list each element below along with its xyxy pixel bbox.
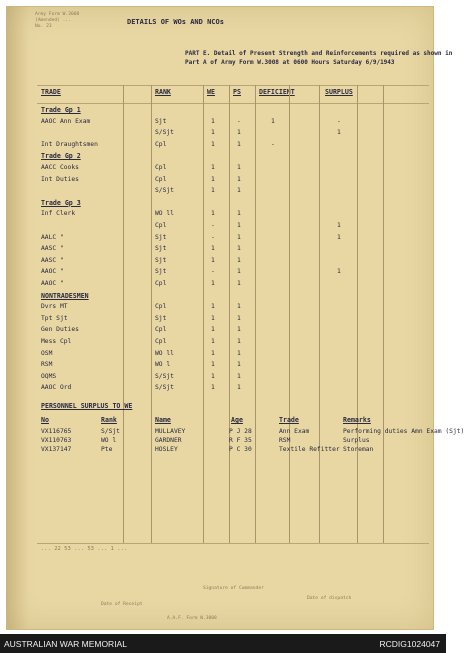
grid-line: [255, 85, 256, 543]
row-we-cell: 1: [211, 117, 215, 125]
row-rank-cell: Cpl: [155, 164, 167, 171]
row-we-cell: 1: [211, 280, 215, 287]
row-rank-cell: S/Sjt: [155, 372, 174, 380]
row-ps-cell: 1: [237, 233, 241, 241]
surplus-name-cell: HOSLEY: [155, 446, 178, 453]
archive-footer: [0, 634, 446, 653]
row-trade-cell: OQMS: [41, 372, 57, 380]
row-we-cell: 1: [211, 349, 215, 357]
surplus-age-cell: P J 28: [229, 428, 252, 435]
row-trade-cell: Gen Duties: [41, 326, 79, 334]
row-we-cell: 1: [211, 384, 215, 392]
row-rank-cell: S/Sjt: [155, 129, 174, 137]
col-rank: RANK: [155, 88, 171, 96]
row-ps-cell: 1: [237, 361, 241, 369]
surplus-name-cell: MULLAVEY: [155, 428, 186, 435]
surplus-name-cell: GARDNER: [155, 437, 182, 444]
row-we-cell: 1: [211, 372, 215, 380]
grid-line: [151, 85, 152, 543]
surplus-rank-cell: WO l: [101, 437, 117, 444]
row-we-cell: 1: [211, 338, 215, 345]
row-we-cell: 1: [211, 164, 215, 171]
surplus-section-title: PERSONNEL SURPLUS TO WE: [41, 402, 133, 410]
row-we-cell: 1: [211, 314, 215, 322]
page-shadow: [7, 7, 29, 629]
row-we-cell: 1: [211, 175, 215, 183]
row-trade-cell: OSM: [41, 349, 53, 357]
part-title: PART E. Detail of Present Strength and Reinforcements required as shown in: [185, 50, 453, 57]
row-rank-cell: WO l: [155, 361, 171, 369]
document-page: [6, 6, 464, 630]
row-we-cell: -: [211, 233, 215, 241]
surplus-remarks-cell: Performing duties Amn Exam (Sjt): [343, 428, 464, 435]
surplus-col-no: No: [41, 416, 49, 424]
row-trade-cell: AAOC ": [41, 268, 64, 276]
row-ps-cell: 1: [237, 175, 241, 183]
surplus-col-name: Name: [155, 416, 171, 424]
row-rank-cell: Cpl: [155, 280, 167, 287]
row-rank-cell: Sjt: [155, 268, 167, 276]
row-trade-cell: Inf Clerk: [41, 210, 76, 218]
grid-line: [229, 85, 230, 543]
row-trade-cell: AASC ": [41, 245, 64, 253]
surplus-no-cell: VX110763: [41, 437, 72, 444]
surplus-col-age: Age: [231, 416, 243, 424]
col-deficient: DEFICIENT: [259, 88, 295, 96]
form-note-line-3: No. 23: [35, 24, 52, 29]
row-trade-cell: Dvrs MT: [41, 303, 68, 311]
row-ps-cell: 1: [237, 140, 241, 148]
row-trade-cell: AAOC Ord: [41, 384, 72, 392]
row-trade-cell: Tpt Sjt: [41, 314, 68, 322]
row-trade-cell: AASC ": [41, 256, 64, 264]
row-trade-cell: AALC ": [41, 233, 64, 241]
row-rank-cell: Cpl: [155, 175, 167, 183]
row-rank-cell: Sjt: [155, 233, 167, 241]
row-ps-cell: 1: [237, 222, 241, 229]
surplus-rank-cell: Pte: [101, 446, 113, 453]
row-trade-cell: Mess Cpl: [41, 338, 72, 345]
surplus-age-cell: P C 30: [229, 446, 252, 453]
totals-row: ... 22 53 ... 53 ... 1 ...: [41, 546, 128, 552]
surplus-remarks-cell: Storeman: [343, 446, 374, 453]
grid-line: [383, 85, 384, 543]
page-title: DETAILS OF WOs AND NCOs: [127, 18, 224, 26]
row-trade-cell: Trade Gp 2: [41, 152, 81, 161]
surplus-rank-cell: S/Sjt: [101, 428, 120, 435]
row-ps-cell: 1: [237, 187, 241, 195]
row-trade-cell: AAOC ": [41, 280, 64, 287]
row-we-cell: 1: [211, 210, 215, 218]
totals-rule: [37, 543, 429, 544]
row-ps-cell: 1: [237, 129, 241, 137]
surplus-no-cell: VX116765: [41, 428, 72, 435]
row-we-cell: 1: [211, 326, 215, 334]
col-we: WE: [207, 88, 215, 96]
row-rank-cell: Cpl: [155, 222, 167, 229]
row-sur-cell: -: [337, 117, 341, 125]
part-subtitle: Part A of Army Form W.3008 at 0600 Hours Saturday 6/9/1943: [185, 59, 395, 66]
header-rule-top: [37, 85, 429, 86]
row-rank-cell: Sjt: [155, 256, 167, 264]
surplus-trade-cell: RSM: [279, 437, 291, 444]
row-trade-cell: RSM: [41, 361, 53, 369]
row-rank-cell: Cpl: [155, 338, 167, 345]
signature-label: Signature of Commander: [203, 586, 264, 591]
row-rank-cell: Cpl: [155, 303, 167, 311]
archive-id: RCDIG1024047: [379, 639, 440, 649]
form-note-line-1: Army Form W.3008: [35, 12, 80, 17]
surplus-no-cell: VX137147: [41, 446, 72, 453]
surplus-trade-cell: Ann Exam: [279, 428, 310, 435]
grid-line: [357, 85, 358, 543]
row-ps-cell: 1: [237, 268, 241, 276]
dispatch-label: Date of dispatch: [307, 596, 352, 601]
surplus-col-rank: Rank: [101, 416, 117, 424]
row-ps-cell: 1: [237, 314, 241, 322]
row-we-cell: 1: [211, 245, 215, 253]
row-ps-cell: 1: [237, 326, 241, 334]
row-trade-cell: Int Draughtsmen: [41, 140, 98, 148]
row-sur-cell: 1: [337, 222, 341, 229]
row-we-cell: -: [211, 268, 215, 276]
row-ps-cell: 1: [237, 384, 241, 392]
row-trade-cell: AAOC Ann Exam: [41, 117, 91, 125]
row-sur-cell: 1: [337, 129, 341, 137]
form-footer: A.A.F. Form W.3008: [167, 616, 217, 621]
row-ps-cell: 1: [237, 210, 241, 218]
row-ps-cell: 1: [237, 256, 241, 264]
surplus-remarks-cell: Surplus: [343, 437, 370, 444]
row-ps-cell: 1: [237, 303, 241, 311]
row-ps-cell: 1: [237, 372, 241, 380]
row-def-cell: -: [271, 140, 275, 148]
row-ps-cell: 1: [237, 164, 241, 171]
grid-line: [319, 85, 320, 543]
row-rank-cell: WO ll: [155, 210, 174, 218]
row-trade-cell: Trade Gp 1: [41, 106, 81, 114]
grid-line: [289, 85, 290, 543]
receipt-label: Date of Receipt: [101, 602, 143, 607]
col-ps: PS: [233, 88, 241, 96]
surplus-trade-cell: Textile Refitter: [279, 446, 340, 453]
row-we-cell: 1: [211, 361, 215, 369]
row-rank-cell: WO ll: [155, 349, 174, 357]
row-rank-cell: Cpl: [155, 326, 167, 334]
row-we-cell: 1: [211, 256, 215, 264]
surplus-age-cell: R F 35: [229, 437, 252, 444]
surplus-col-remarks: Remarks: [343, 416, 371, 424]
row-rank-cell: S/Sjt: [155, 187, 174, 195]
row-sur-cell: 1: [337, 268, 341, 276]
row-we-cell: 1: [211, 303, 215, 311]
row-ps-cell: 1: [237, 338, 241, 345]
row-rank-cell: Sjt: [155, 117, 167, 125]
row-rank-cell: Cpl: [155, 140, 167, 148]
row-trade-cell: Trade Gp 3: [41, 198, 81, 207]
row-we-cell: -: [211, 222, 215, 229]
row-ps-cell: -: [237, 117, 241, 125]
row-we-cell: 1: [211, 187, 215, 195]
row-we-cell: 1: [211, 129, 215, 137]
col-trade: TRADE: [41, 88, 61, 96]
archive-name: AUSTRALIAN WAR MEMORIAL: [4, 639, 127, 649]
row-trade-cell: NONTRADESMEN: [41, 291, 89, 300]
row-rank-cell: S/Sjt: [155, 384, 174, 392]
grid-line: [123, 85, 124, 543]
grid-line: [203, 85, 204, 543]
col-surplus: SURPLUS: [325, 88, 353, 96]
row-ps-cell: 1: [237, 349, 241, 357]
row-ps-cell: 1: [237, 280, 241, 287]
row-def-cell: 1: [271, 117, 275, 125]
row-trade-cell: Int Duties: [41, 175, 79, 183]
surplus-col-trade: Trade: [279, 416, 299, 424]
header-rule-bottom: [37, 103, 429, 104]
form-note-line-2: (Amended) ...: [35, 18, 71, 23]
row-ps-cell: 1: [237, 245, 241, 253]
row-sur-cell: 1: [337, 233, 341, 241]
row-rank-cell: Sjt: [155, 245, 167, 253]
row-we-cell: 1: [211, 140, 215, 148]
row-trade-cell: AACC Cooks: [41, 164, 79, 171]
row-rank-cell: Sjt: [155, 314, 167, 322]
